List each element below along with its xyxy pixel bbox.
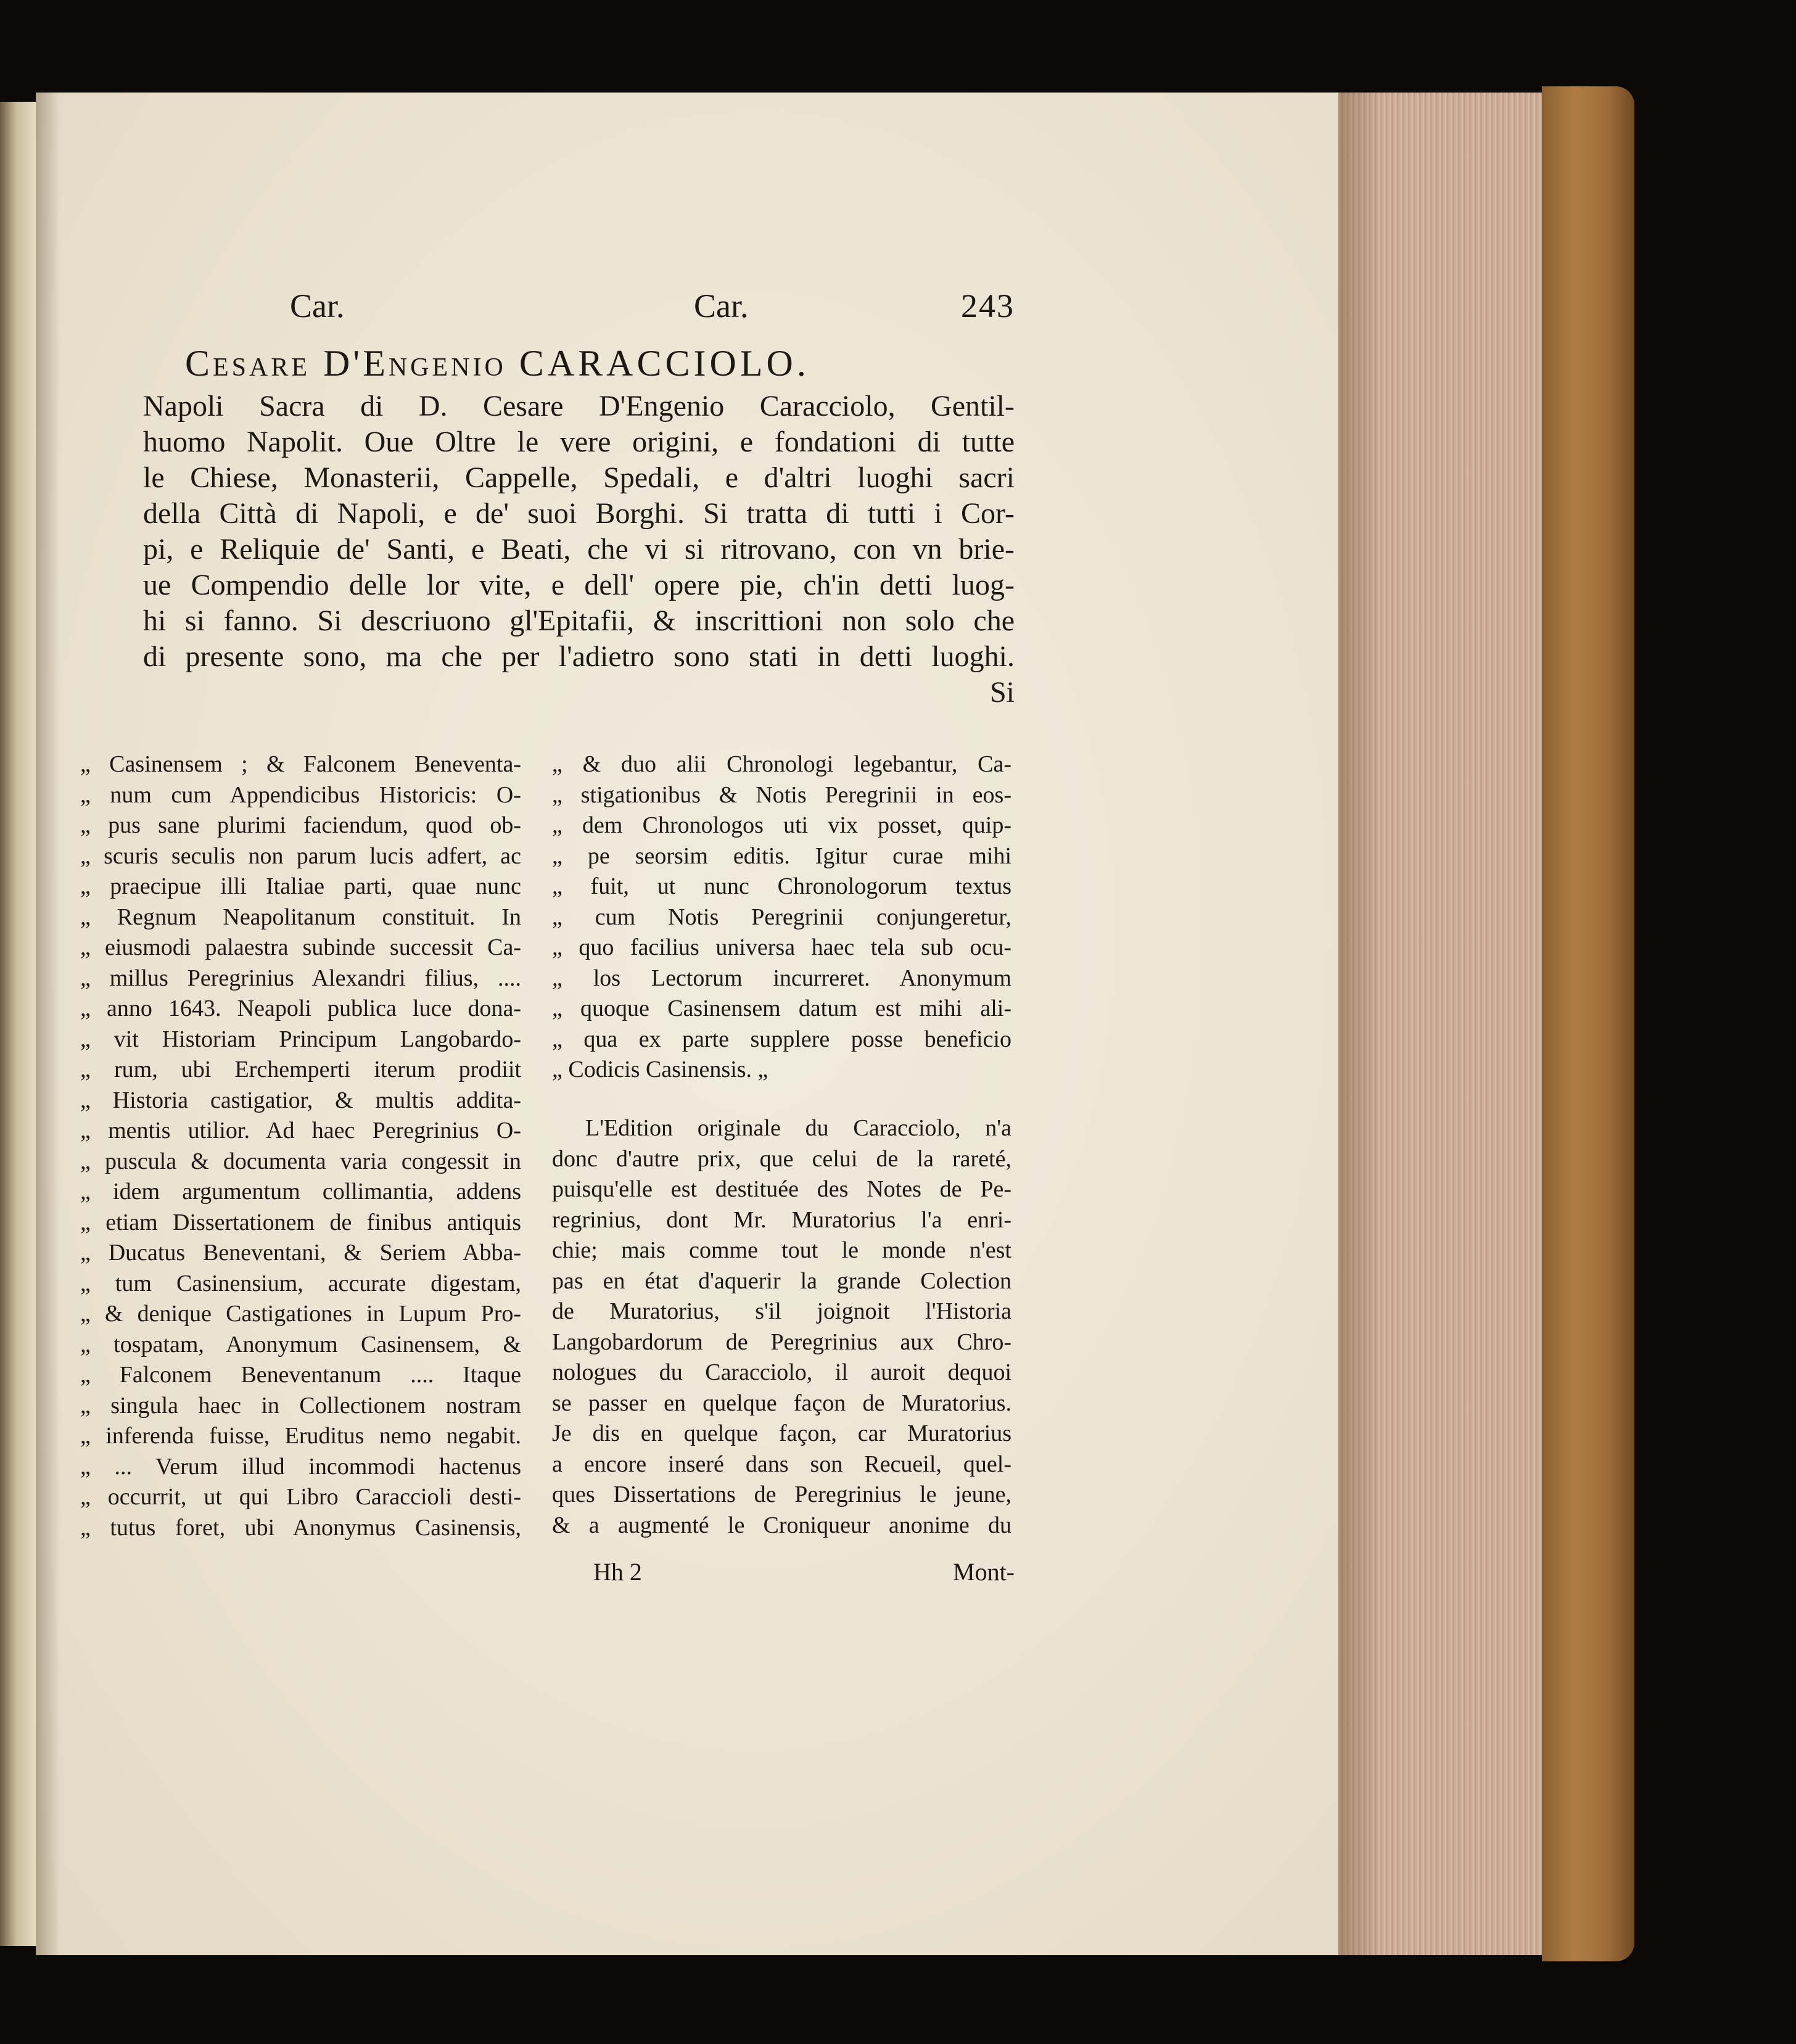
right-quote-line: „ los Lectorum incurreret. Anonymum	[552, 965, 1011, 991]
right-text-line: regrinius, dont Mr. Muratorius l'a enri-	[552, 1206, 1011, 1233]
right-text-line: & a augmenté le Croniqueur anonime du	[552, 1512, 1011, 1538]
main-line: di presente sono, ma che per l'adietro sono stati in detti luoghi.	[143, 640, 1015, 673]
left-column-line: „ praecipue illi Italiae parti, quae nunc	[80, 873, 521, 899]
right-quote-line: „ dem Chronologos uti vix posset, quip-	[552, 812, 1011, 838]
title-first-name: Cesare	[185, 343, 311, 384]
main-line: pi, e Reliquie de' Santi, e Beati, che vi si ritrovano, con vn brie-	[143, 533, 1015, 566]
main-line: hi si fanno. Si descriuono gl'Epitafii, & inscrittioni non solo che	[143, 604, 1015, 637]
right-text-line: chie; mais comme tout le monde n'est	[552, 1237, 1011, 1263]
fore-edge-shadow	[1338, 93, 1382, 1955]
left-column-line: „ Casinensem ; & Falconem Beneventa-	[80, 751, 521, 777]
main-line: della Città di Napoli, e de' suoi Borghi. Si tratta di tutti i Cor-	[143, 497, 1015, 530]
main-line: le Chiese, Monasterii, Cappelle, Spedali, e d'altri luoghi sacri	[143, 461, 1015, 494]
left-column-line: „ pus sane plurimi faciendum, quod ob-	[80, 812, 521, 838]
left-column-line: „ etiam Dissertationem de finibus antiquis	[80, 1209, 521, 1235]
left-column-line: „ tutus foret, ubi Anonymus Casinensis,	[80, 1514, 521, 1541]
left-column-line: „ tum Casinensium, accurate digestam,	[80, 1270, 521, 1296]
left-column-line: „ vit Historiam Principum Langobardo-	[80, 1026, 521, 1052]
left-column-line: „ ... Verum illud incommodi hactenus	[80, 1453, 521, 1480]
left-column-line: „ singula haec in Collectionem nostram	[80, 1392, 521, 1419]
page-footer	[593, 1557, 1015, 1588]
left-column-line: „ mentis utilior. Ad haec Peregrinius O-	[80, 1118, 521, 1144]
running-header	[290, 287, 1015, 330]
right-text-line: L'Edition originale du Caracciolo, n'a	[585, 1115, 1011, 1141]
right-quote-line: „ & duo alii Chronologi legebantur, Ca-	[552, 751, 1011, 777]
page-number: 243	[961, 287, 1015, 324]
left-column-line: „ idem argumentum collimantia, addens	[80, 1179, 521, 1205]
main-line: Napoli Sacra di D. Cesare D'Engenio Caracciolo, Gentil-	[143, 390, 1015, 422]
left-column	[80, 749, 521, 1543]
right-text-line: nologues du Caracciolo, il auroit dequoi	[552, 1359, 1011, 1385]
right-quote-line: „ Codicis Casinensis. „	[552, 1057, 768, 1082]
right-text-line: a encore inseré dans son Recueil, quel-	[552, 1451, 1011, 1477]
right-text-line: donc d'autre prix, que celui de la rareté,	[552, 1145, 1011, 1172]
left-column-line: „ Falconem Beneventanum .... Itaque	[80, 1362, 521, 1388]
previous-page-edge	[0, 102, 36, 1946]
right-text-line: Je dis en quelque façon, car Muratorius	[552, 1420, 1011, 1446]
right-text-line: de Muratorius, s'il joignoit l'Historia	[552, 1298, 1011, 1324]
left-column-line: „ puscula & documenta varia congessit in	[80, 1148, 521, 1174]
right-column-quote	[552, 749, 1011, 1086]
right-text-line: se passer en quelque façon de Muratorius.	[552, 1390, 1011, 1416]
entry-title	[185, 342, 1015, 385]
right-quote-line: „ qua ex parte supplere posse beneficio	[552, 1026, 1011, 1052]
left-column-line: „ & denique Castigationes in Lupum Pro-	[80, 1301, 521, 1327]
catchword: Mont-	[953, 1558, 1015, 1586]
left-column-line: „ scuris seculis non parum lucis adfert, ac	[80, 843, 521, 869]
right-text-line: puisqu'elle est destituée des Notes de Pe-	[552, 1176, 1011, 1202]
left-column-line: „ occurrit, ut qui Libro Caraccioli desti-	[80, 1484, 521, 1510]
title-middle-name: D'Engenio	[323, 343, 506, 384]
main-line-catch: Si	[989, 676, 1015, 709]
left-column-line: „ Historia castigatior, & multis addita-	[80, 1087, 521, 1113]
right-quote-line: „ quoque Casinensem datum est mihi ali-	[552, 995, 1011, 1021]
left-column-line: „ num cum Appendicibus Historicis: O-	[80, 781, 521, 808]
right-text-line: ques Dissertations de Peregrinius le jeune,	[552, 1481, 1011, 1507]
right-column-text	[552, 1113, 1011, 1541]
main-paragraph	[143, 389, 1015, 711]
left-column-line: „ millus Peregrinius Alexandri filius, ....	[80, 965, 521, 991]
left-column-line: „ Regnum Neapolitanum constituit. In	[80, 904, 521, 930]
main-line: huomo Napolit. Oue Oltre le vere origini, e fondationi di tutte	[143, 426, 1015, 458]
left-column-line: „ tospatam, Anonymum Casinensem, &	[80, 1331, 521, 1358]
right-quote-line: „ pe seorsim editis. Igitur curae mihi	[552, 843, 1011, 869]
right-text-line: Langobardorum de Peregrinius aux Chro-	[552, 1329, 1011, 1355]
title-surname: CARACCIOLO.	[519, 343, 810, 384]
right-quote-line: „ fuit, ut nunc Chronologorum textus	[552, 873, 1011, 899]
header-center: Car.	[694, 287, 749, 324]
left-column-line: „ eiusmodi palaestra subinde successit Ca-	[80, 934, 521, 960]
left-column-line: „ rum, ubi Erchemperti iterum prodiit	[80, 1057, 521, 1082]
signature-mark: Hh 2	[593, 1558, 642, 1586]
left-column-line: „ Ducatus Beneventani, & Seriem Abba-	[80, 1240, 521, 1266]
main-line: ue Compendio delle lor vite, e dell' opere pie, ch'in detti luog-	[143, 569, 1015, 601]
left-column-line: „ anno 1643. Neapoli publica luce dona-	[80, 995, 521, 1021]
page-gutter-shadow	[36, 93, 60, 1955]
right-quote-line: „ quo facilius universa haec tela sub ocu-	[552, 934, 1011, 960]
right-text-line: pas en état d'aquerir la grande Colection	[552, 1267, 1011, 1294]
right-quote-line: „ stigationibus & Notis Peregrinii in eos-	[552, 781, 1011, 808]
leather-cover	[1542, 86, 1634, 1961]
header-left: Car.	[290, 287, 345, 324]
right-quote-line: „ cum Notis Peregrinii conjungeretur,	[552, 904, 1011, 930]
left-column-line: „ inferenda fuisse, Eruditus nemo negabit.	[80, 1423, 521, 1449]
